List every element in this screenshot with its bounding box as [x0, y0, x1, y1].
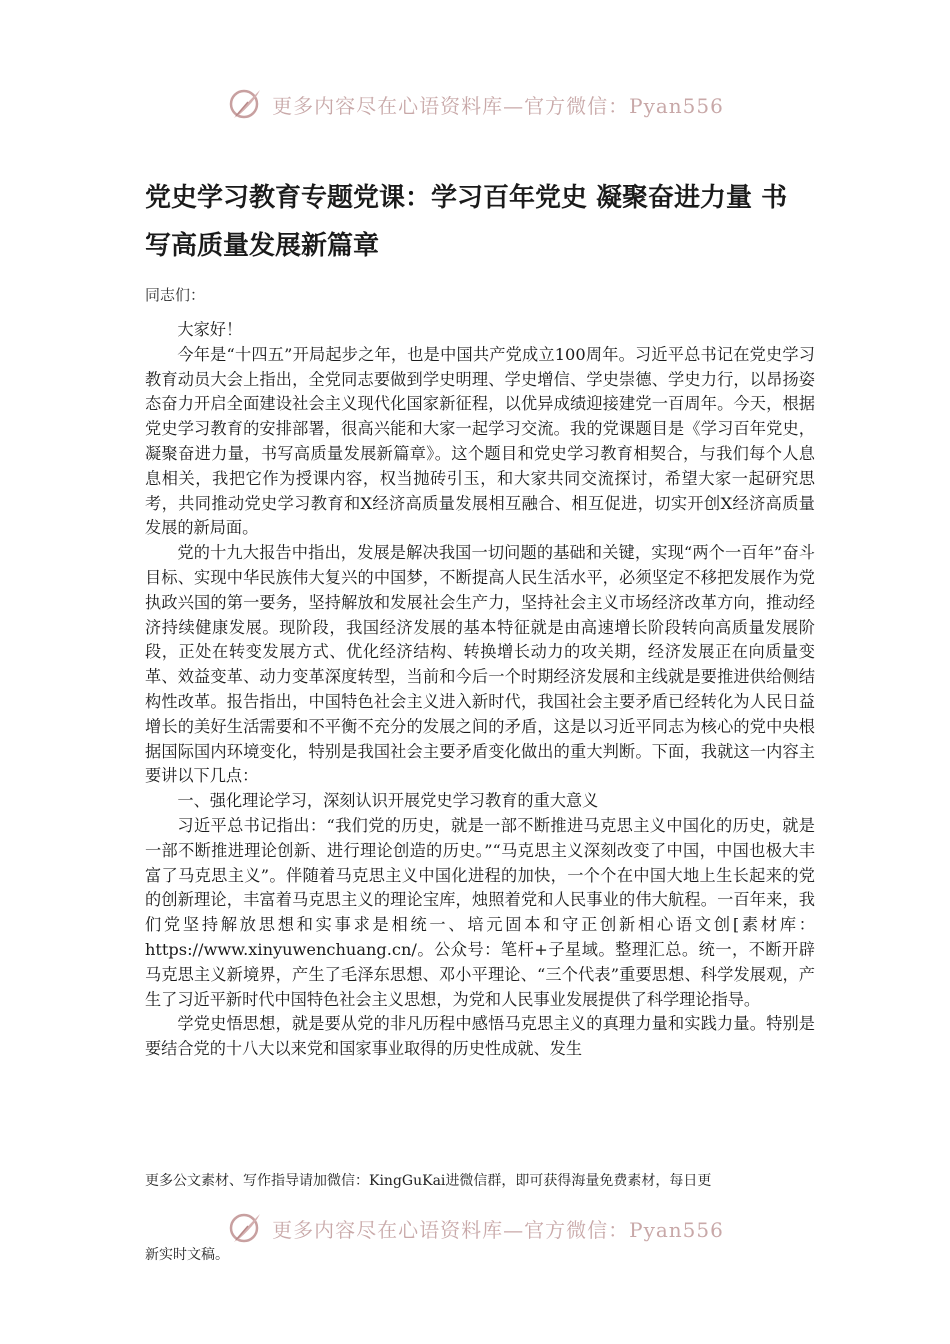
paragraph: 习近平总书记指出：“我们党的历史，就是一部不断推进马克思主义中国化的历史，就是一部不断推进理论创新、进行理论创造的历史。”“马克思主义深刻改变了中国，中国也极大丰富了马克思主义”。伴随着马克思主义中国化进程的加快，一个个在中国大地上生长起来的党的创新理论，丰富着马克思主义的理论宝库，烛照着党和人民事业的伟大航程。一百年来，我们党坚持解放思想和实事求是相统一、培元固本和守正创新相心语文创[素材库：https://www.xinyuwenchuang.cn/。公众号：笔杆+子星域。整理汇总。统一，不断开辟马克思主义新境界，产生了毛泽东思想、邓小平理论、“三个代表”重要思想、科学发展观，产生了习近平新时代中国特色社会主义思想，为党和人民事业发展提供了科学理论指导。	[145, 815, 815, 1009]
watermark-text: 更多内容尽在心语资料库—官方微信：Pyan556	[272, 93, 724, 118]
footer-note: 更多公文素材、写作指导请加微信：KingGuKai进微信群，即可获得海量免费素材，每日更	[145, 1173, 712, 1189]
paragraph: 大家好！	[177, 320, 243, 339]
watermark-top	[0, 82, 950, 126]
paragraph: 党的十九大报告中指出，发展是解决我国一切问题的基础和关键，实现“两个一百年”奋斗目标、实现中华民族伟大复兴的中国梦，不断提高人民生活水平，必须坚定不移把发展作为党执政兴国的第一要务，坚持解放和发展社会生产力，坚持社会主义市场经济改革方向，推动经济持续健康发展。现阶段，我国经济发展的基本特征就是由高速增长阶段转向高质量发展阶段，正处在转变发展方式、优化经济结构、转换增长动力的攻关期，经济发展正在向质量变革、效益变革、动力变革深度转型，当前和今后一个时期经济发展和主线就是要推进供给侧结构性改革。报告指出，中国特色社会主义进入新时代，我国社会主要矛盾已经转化为人民日益增长的美好生活需要和不平衡不充分的发展之间的矛盾，这是以习近平同志为核心的党中央根据国际国内环境变化，特别是我国社会主要矛盾变化做出的重大判断。下面，我就这一内容主要讲以下几点：	[145, 543, 815, 786]
quill-logo-icon	[226, 84, 266, 124]
watermark-bottom	[0, 1206, 950, 1250]
document-title: 党史学习教育专题党课：学习百年党史 凝聚奋进力量 书写高质量发展新篇章	[145, 183, 788, 261]
watermark-text: 更多内容尽在心语资料库—官方微信：Pyan556	[272, 1217, 724, 1242]
document-body	[145, 318, 815, 1062]
salutation: 同志们：	[145, 286, 206, 304]
paragraph: 今年是“十四五”开局起步之年，也是中国共产党成立100周年。习近平总书记在党史学习教育动员大会上指出，全党同志要做到学史明理、学史增信、学史崇德、学史力行，以昂扬姿态奋力开启全面建设社会主义现代化国家新征程，以优异成绩迎接建党一百周年。今天，根据党史学习教育的安排部署，很高兴能和大家一起学习交流。我的党课题目是《学习百年党史，凝聚奋进力量，书写高质量发展新篇章》。这个题目和党史学习教育相契合，与我们每个人息息相关，我把它作为授课内容，权当抛砖引玉，和大家共同交流探讨，希望大家一起研究思考，共同推动党史学习教育和X经济高质量发展相互融合、相互促进，切实开创X经济高质量发展的新局面。	[145, 344, 815, 538]
section-heading: 一、强化理论学习，深刻认识开展党史学习教育的重大意义	[177, 791, 599, 811]
paragraph: 学党史悟思想，就是要从党的非凡历程中感悟马克思主义的真理力量和实践力量。特别是要结合党的十八大以来党和国家事业取得的历史性成就、发生	[145, 1014, 815, 1059]
footer-note-continued: 新实时文稿。	[145, 1247, 229, 1263]
quill-logo-icon	[226, 1208, 266, 1248]
